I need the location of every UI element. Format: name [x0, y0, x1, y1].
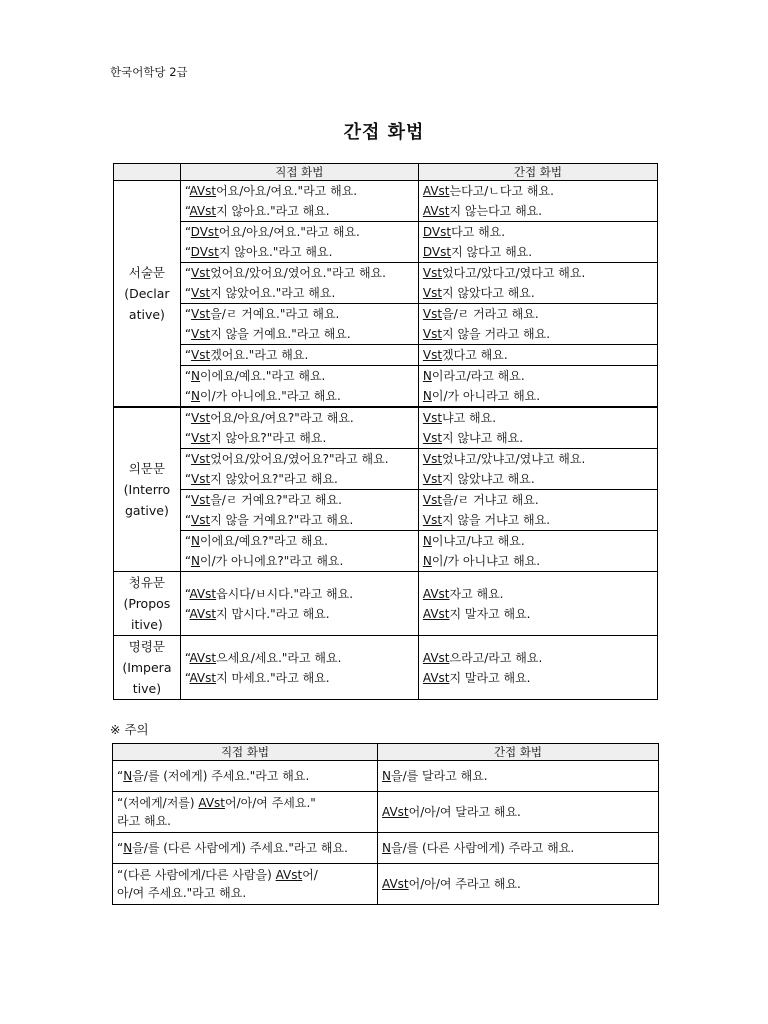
text-suffix: 자고 해요. — [449, 586, 504, 601]
direct-cell — [180, 181, 418, 222]
stem-placeholder: AVst — [198, 796, 226, 810]
pattern-line — [423, 604, 653, 624]
text-prefix: “ — [184, 650, 190, 665]
indirect-cell — [418, 531, 657, 572]
pattern-line — [185, 181, 414, 201]
pattern-line — [185, 386, 414, 406]
pattern-line — [423, 668, 653, 688]
pattern-line — [185, 551, 414, 571]
pattern-line — [423, 449, 653, 469]
direct-cell — [180, 222, 418, 263]
pattern-line — [185, 304, 414, 324]
table-row — [114, 636, 658, 700]
pattern-line — [423, 648, 653, 668]
pattern-line — [423, 283, 653, 303]
indirect-cell — [418, 222, 657, 263]
text-prefix: “ — [184, 586, 190, 601]
text-suffix: 지 않을 거냐고 해요. — [442, 513, 551, 527]
pattern-line — [382, 803, 654, 821]
text-suffix: 지 않아요."라고 해요. — [216, 204, 330, 218]
text-suffix: 을/ㄹ 거예요."라고 해요. — [210, 307, 340, 321]
stem-placeholder: AVst — [422, 184, 450, 198]
direct-cell — [180, 263, 418, 304]
stem-placeholder: Vst — [422, 493, 443, 507]
note-header-direct: 직접 화법 — [113, 744, 378, 761]
stem-placeholder: DVst — [422, 225, 452, 239]
stem-placeholder: N — [422, 554, 432, 568]
pattern-line — [117, 839, 373, 857]
stem-placeholder: Vst — [422, 348, 443, 362]
stem-placeholder: AVst — [189, 650, 217, 665]
stem-placeholder: Vst — [191, 286, 211, 300]
stem-placeholder: N — [191, 389, 201, 403]
note-indirect-cell — [378, 792, 659, 833]
pattern-line — [423, 366, 653, 386]
text-prefix: “ — [184, 266, 192, 280]
pattern-line — [423, 584, 653, 604]
table-header-row — [114, 164, 658, 181]
text-suffix: 지 않았어요?"라고 해요. — [210, 472, 338, 486]
table-row — [114, 304, 658, 345]
category-label: (Declar — [124, 286, 170, 301]
text-prefix: “ — [184, 204, 190, 218]
indirect-cell — [418, 263, 657, 304]
pattern-line — [423, 428, 653, 448]
pattern-line — [382, 767, 654, 785]
text-suffix: 어요/아요/여요."라고 해요. — [218, 225, 360, 239]
stem-placeholder: Vst — [422, 286, 443, 300]
text-prefix: “ — [117, 769, 124, 783]
text-prefix: “ — [184, 327, 192, 341]
text-suffix: 냐고 해요. — [442, 411, 497, 425]
stem-placeholder: Vst — [422, 266, 443, 280]
text-suffix: 을/ㄹ 거예요?"라고 해요. — [210, 493, 342, 507]
stem-placeholder: Vst — [191, 348, 211, 362]
text-prefix: “ — [184, 513, 192, 527]
category-label: 의문문 — [128, 461, 166, 476]
note-indirect-cell — [378, 864, 659, 905]
stem-placeholder: Vst — [191, 452, 211, 466]
category-label: (Impera — [122, 660, 172, 675]
pattern-line — [185, 490, 414, 510]
header-direct: 직접 화법 — [180, 164, 418, 181]
stem-placeholder: Vst — [191, 411, 211, 425]
text-suffix: 어/아/여 주라고 해요. — [408, 877, 521, 891]
header-empty — [114, 164, 181, 181]
table-row — [114, 490, 658, 531]
stem-placeholder: AVst — [275, 868, 303, 882]
direct-cell — [180, 304, 418, 345]
category-cell — [114, 181, 181, 408]
indirect-cell — [418, 449, 657, 490]
stem-placeholder: N — [191, 534, 201, 548]
stem-placeholder: N — [382, 769, 391, 783]
stem-placeholder: DVst — [190, 245, 219, 259]
stem-placeholder: N — [422, 369, 432, 383]
pattern-line — [185, 345, 414, 365]
text-suffix: 었냐고/았냐고/였냐고 해요. — [442, 452, 586, 466]
pattern-line — [423, 469, 653, 489]
pattern-line — [423, 490, 653, 510]
note-direct-cell — [113, 792, 378, 833]
text-prefix: “ — [184, 307, 192, 321]
pattern-line — [185, 604, 414, 624]
text-suffix: 지 않을 거예요."라고 해요. — [210, 327, 351, 341]
indirect-cell — [418, 407, 657, 449]
text-suffix: 을/를 (저에게) 주세요."라고 해요. — [132, 769, 310, 783]
stem-placeholder: AVst — [189, 184, 217, 198]
text-prefix: “ — [117, 841, 124, 855]
stem-placeholder: Vst — [191, 513, 211, 527]
pattern-line — [185, 201, 414, 221]
text-suffix: 을/를 (다른 사람에게) 주세요."라고 해요. — [132, 841, 348, 855]
category-label: gative) — [124, 503, 169, 518]
pattern-line — [185, 531, 414, 551]
text-suffix: 어요/아요/여요."라고 해요. — [216, 184, 358, 198]
stem-placeholder: AVst — [382, 877, 409, 891]
text-prefix: “ — [184, 670, 190, 685]
note-header-row — [113, 744, 659, 761]
stem-placeholder: Vst — [422, 472, 443, 486]
pattern-line — [185, 263, 414, 283]
pattern-line — [185, 222, 414, 242]
stem-placeholder: Vst — [191, 266, 211, 280]
text-suffix: 지 않았어요."라고 해요. — [210, 286, 336, 300]
pattern-line — [117, 767, 373, 785]
text-prefix: 아/여 주세요."라고 해요. — [117, 886, 247, 900]
note-row — [113, 864, 659, 905]
text-prefix: “ — [184, 554, 192, 568]
text-suffix: 지 않았다고 해요. — [442, 286, 535, 300]
stem-placeholder: Vst — [422, 431, 443, 445]
note-direct-cell — [113, 864, 378, 905]
text-prefix: “ — [184, 472, 192, 486]
text-suffix: 지 않다고 해요. — [451, 245, 533, 259]
text-suffix: 이냐고/냐고 해요. — [431, 534, 525, 548]
table-row — [114, 531, 658, 572]
text-prefix: “ — [184, 245, 191, 259]
header-indirect: 간접 화법 — [418, 164, 657, 181]
text-suffix: 지 않을 거라고 해요. — [442, 327, 551, 341]
stem-placeholder: N — [123, 769, 133, 783]
text-suffix: 이에요/예요?"라고 해요. — [200, 534, 328, 548]
pattern-line — [185, 324, 414, 344]
category-label: (Propos — [123, 596, 171, 611]
stem-placeholder: AVst — [422, 606, 450, 621]
pattern-line — [423, 408, 653, 428]
stem-placeholder: Vst — [191, 307, 211, 321]
stem-placeholder: Vst — [422, 411, 443, 425]
page-header: 한국어학당 2급 — [110, 65, 188, 79]
stem-placeholder: AVst — [422, 204, 450, 218]
stem-placeholder: AVst — [189, 606, 217, 621]
stem-placeholder: AVst — [422, 650, 450, 665]
table-row — [114, 263, 658, 304]
note-label: ※ 주의 — [110, 722, 149, 737]
text-suffix: 다고 해요. — [451, 225, 506, 239]
text-suffix: 지 말자고 해요. — [449, 606, 531, 621]
pattern-line — [185, 366, 414, 386]
text-suffix: 지 맙시다."라고 해요. — [216, 606, 330, 621]
text-prefix: “ — [184, 606, 190, 621]
text-prefix: “(다른 사람에게/다른 사람을) — [117, 868, 276, 882]
pattern-line — [423, 222, 653, 242]
stem-placeholder: N — [422, 389, 432, 403]
pattern-line — [185, 584, 414, 604]
table-row — [114, 407, 658, 449]
text-suffix: 을/를 (다른 사람에게) 주라고 해요. — [390, 841, 575, 855]
text-suffix: 이/가 아니에요?"라고 해요. — [200, 554, 344, 568]
table-row — [114, 222, 658, 263]
stem-placeholder: Vst — [422, 513, 443, 527]
category-cell — [114, 407, 181, 572]
text-suffix: 지 않냐고 해요. — [442, 431, 524, 445]
direct-cell — [180, 572, 418, 636]
pattern-line — [185, 510, 414, 530]
stem-placeholder: AVst — [422, 586, 450, 601]
text-prefix: “ — [184, 286, 192, 300]
text-suffix: 지 않아요?"라고 해요. — [210, 431, 327, 445]
pattern-line — [185, 408, 414, 428]
note-header-indirect: 간접 화법 — [378, 744, 659, 761]
pattern-line — [423, 181, 653, 201]
text-suffix: 었어요/았어요/였어요."라고 해요. — [210, 266, 386, 280]
note-direct-cell — [113, 761, 378, 792]
pattern-line — [423, 531, 653, 551]
category-label: 청유문 — [128, 575, 166, 590]
category-cell — [114, 636, 181, 700]
pattern-line — [185, 648, 414, 668]
stem-placeholder: N — [191, 369, 201, 383]
text-suffix: 겠다고 해요. — [442, 348, 508, 362]
pattern-line — [423, 201, 653, 221]
text-prefix: “ — [184, 452, 192, 466]
stem-placeholder: DVst — [422, 245, 452, 259]
text-suffix: 지 말라고 해요. — [449, 670, 531, 685]
text-suffix: 는다고/ㄴ다고 해요. — [449, 184, 554, 198]
table-row — [114, 572, 658, 636]
text-suffix: 었어요/았어요/였어요?"라고 해요. — [210, 452, 389, 466]
direct-cell — [180, 490, 418, 531]
note-indirect-cell — [378, 833, 659, 864]
category-label: itive) — [131, 617, 163, 632]
direct-cell — [180, 636, 418, 700]
note-row — [113, 833, 659, 864]
note-indirect-cell — [378, 761, 659, 792]
text-suffix: 이/가 아니라고 해요. — [431, 389, 541, 403]
pattern-line — [382, 839, 654, 857]
text-suffix: 지 마세요."라고 해요. — [216, 670, 330, 685]
pattern-line — [117, 884, 373, 902]
stem-placeholder: Vst — [191, 472, 211, 486]
grammar-table — [113, 163, 658, 700]
stem-placeholder: N — [422, 534, 432, 548]
stem-placeholder: N — [123, 841, 133, 855]
indirect-cell — [418, 490, 657, 531]
note-row — [113, 792, 659, 833]
text-prefix: “ — [184, 348, 192, 362]
stem-placeholder: Vst — [191, 493, 211, 507]
stem-placeholder: Vst — [422, 452, 443, 466]
indirect-cell — [418, 366, 657, 408]
table-row — [114, 345, 658, 366]
page-title: 간접 화법 — [343, 122, 425, 143]
note-table — [112, 743, 659, 905]
indirect-cell — [418, 304, 657, 345]
stem-placeholder: Vst — [191, 431, 211, 445]
direct-cell — [180, 366, 418, 408]
text-suffix: 어/ — [302, 868, 318, 882]
text-prefix: “ — [184, 431, 192, 445]
text-suffix: 을/ㄹ 거라고 해요. — [442, 307, 539, 321]
text-suffix: 으라고/라고 해요. — [449, 650, 543, 665]
text-suffix: 겠어요."라고 해요. — [210, 348, 309, 362]
text-suffix: 지 않았냐고 해요. — [442, 472, 535, 486]
text-suffix: 이/가 아니에요."라고 해요. — [200, 389, 341, 403]
table-row — [114, 181, 658, 222]
text-prefix: “(저에게/저를) — [117, 796, 199, 810]
stem-placeholder: Vst — [422, 307, 443, 321]
note-direct-cell — [113, 833, 378, 864]
text-suffix: 이/가 아니냐고 해요. — [431, 554, 541, 568]
text-prefix: “ — [184, 184, 190, 198]
text-suffix: 지 않아요."라고 해요. — [218, 245, 333, 259]
pattern-line — [423, 551, 653, 571]
text-suffix: 읍시다/ㅂ시다."라고 해요. — [216, 586, 354, 601]
text-suffix: 이에요/예요."라고 해요. — [200, 369, 326, 383]
text-suffix: 을/를 달라고 해요. — [390, 769, 488, 783]
text-suffix: 을/ㄹ 거냐고 해요. — [442, 493, 539, 507]
text-suffix: 었다고/았다고/였다고 해요. — [442, 266, 586, 280]
text-suffix: 어/아/여 주세요." — [225, 796, 316, 810]
text-prefix: “ — [184, 411, 192, 425]
text-prefix: “ — [184, 369, 192, 383]
category-label: 서술문 — [128, 265, 166, 280]
text-suffix: 이라고/라고 해요. — [431, 369, 525, 383]
table-row — [114, 366, 658, 408]
text-suffix: 어요/아요/여요?"라고 해요. — [210, 411, 354, 425]
text-suffix: 지 않을 거예요?"라고 해요. — [210, 513, 354, 527]
stem-placeholder: AVst — [382, 805, 409, 819]
pattern-line — [185, 469, 414, 489]
pattern-line — [423, 345, 653, 365]
pattern-line — [423, 386, 653, 406]
category-label: 명령문 — [128, 639, 166, 654]
pattern-line — [117, 866, 373, 884]
text-prefix: 라고 해요. — [117, 814, 171, 828]
direct-cell — [180, 407, 418, 449]
table-row — [114, 449, 658, 490]
pattern-line — [423, 263, 653, 283]
direct-cell — [180, 531, 418, 572]
indirect-cell — [418, 572, 657, 636]
indirect-cell — [418, 345, 657, 366]
direct-cell — [180, 345, 418, 366]
category-label: (Interro — [123, 482, 171, 497]
stem-placeholder: AVst — [189, 204, 217, 218]
direct-cell — [180, 449, 418, 490]
stem-placeholder: N — [191, 554, 201, 568]
category-label: ative) — [128, 307, 165, 322]
pattern-line — [423, 304, 653, 324]
pattern-line — [382, 875, 654, 893]
indirect-cell — [418, 181, 657, 222]
stem-placeholder: Vst — [191, 327, 211, 341]
pattern-line — [185, 668, 414, 688]
pattern-line — [117, 812, 373, 830]
text-suffix: 어/아/여 달라고 해요. — [408, 805, 521, 819]
category-cell — [114, 572, 181, 636]
stem-placeholder: Vst — [422, 327, 443, 341]
text-suffix: 지 않는다고 해요. — [449, 204, 543, 218]
stem-placeholder: AVst — [189, 586, 217, 601]
text-prefix: “ — [184, 534, 192, 548]
note-row — [113, 761, 659, 792]
pattern-line — [185, 449, 414, 469]
pattern-line — [185, 428, 414, 448]
pattern-line — [117, 794, 373, 812]
text-prefix: “ — [184, 389, 192, 403]
stem-placeholder: AVst — [189, 670, 217, 685]
stem-placeholder: N — [382, 841, 391, 855]
pattern-line — [185, 242, 414, 262]
text-suffix: 으세요/세요."라고 해요. — [216, 650, 342, 665]
stem-placeholder: AVst — [422, 670, 450, 685]
pattern-line — [185, 283, 414, 303]
pattern-line — [423, 510, 653, 530]
pattern-line — [423, 324, 653, 344]
category-label: tive) — [132, 681, 162, 696]
text-prefix: “ — [184, 493, 192, 507]
indirect-cell — [418, 636, 657, 700]
text-prefix: “ — [184, 225, 191, 239]
stem-placeholder: DVst — [190, 225, 219, 239]
pattern-line — [423, 242, 653, 262]
